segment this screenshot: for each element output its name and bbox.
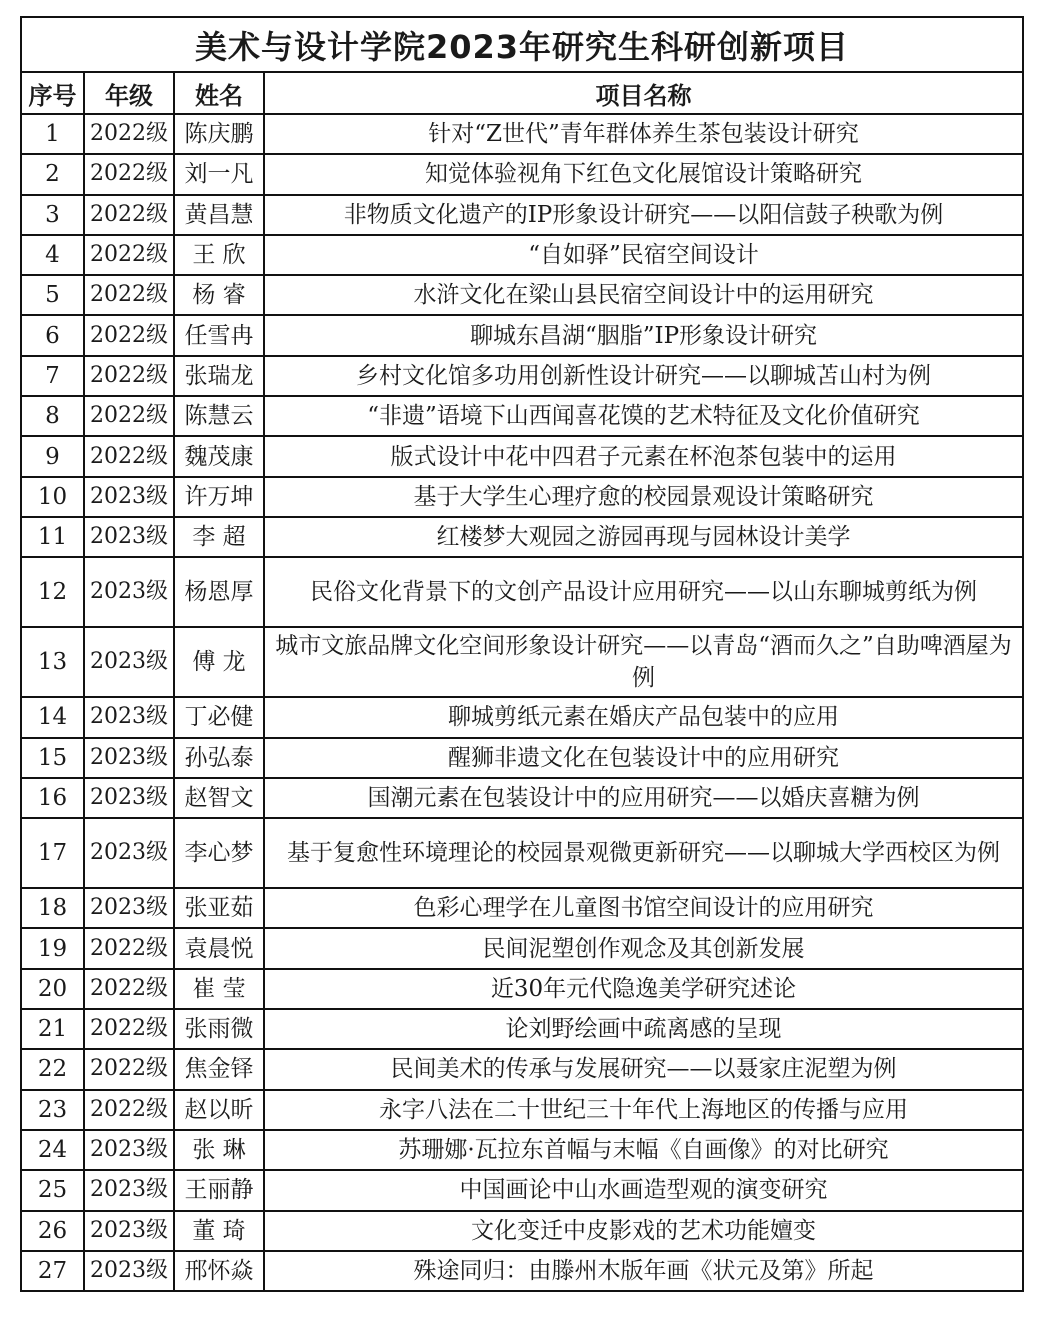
table-row: [21, 154, 1023, 194]
row-student-name: 孙弘泰: [174, 738, 264, 778]
header-project: 项目名称: [264, 72, 1023, 114]
row-project-title: 版式设计中花中四君子元素在杯泡茶包装中的运用: [264, 436, 1023, 476]
row-number: 25: [21, 1170, 84, 1210]
row-student-name: 张雨微: [174, 1009, 264, 1049]
row-grade: 2022级: [84, 1049, 174, 1089]
row-grade: 2023级: [84, 697, 174, 737]
row-student-name: 张亚茹: [174, 888, 264, 928]
row-student-name: 陈庆鹏: [174, 114, 264, 154]
row-number: 6: [21, 315, 84, 355]
row-project-title: 知觉体验视角下红色文化展馆设计策略研究: [264, 154, 1023, 194]
row-student-name: 魏茂康: [174, 436, 264, 476]
row-number: 11: [21, 517, 84, 557]
row-grade: 2023级: [84, 818, 174, 888]
row-grade: 2023级: [84, 557, 174, 627]
row-student-name: 赵以昕: [174, 1090, 264, 1130]
table-row: [21, 697, 1023, 737]
row-grade: 2022级: [84, 154, 174, 194]
table-row: [21, 1211, 1023, 1251]
header-name: 姓名: [174, 72, 264, 114]
table-row: [21, 356, 1023, 396]
table-row: [21, 1049, 1023, 1089]
row-student-name: 邢怀焱: [174, 1251, 264, 1291]
row-project-title: 针对“Z世代”青年群体养生茶包装设计研究: [264, 114, 1023, 154]
row-student-name: 张瑞龙: [174, 356, 264, 396]
row-student-name: 刘一凡: [174, 154, 264, 194]
row-number: 12: [21, 557, 84, 627]
row-number: 10: [21, 477, 84, 517]
row-project-title: “自如驿”民宿空间设计: [264, 235, 1023, 275]
table-row: [21, 928, 1023, 968]
row-student-name: 崔 莹: [174, 969, 264, 1009]
row-student-name: 袁晨悦: [174, 928, 264, 968]
row-grade: 2022级: [84, 356, 174, 396]
row-grade: 2022级: [84, 969, 174, 1009]
row-project-title: 色彩心理学在儿童图书馆空间设计的应用研究: [264, 888, 1023, 928]
row-project-title: 城市文旅品牌文化空间形象设计研究——以青岛“酒而久之”自助啤酒屋为例: [264, 627, 1023, 697]
row-number: 7: [21, 356, 84, 396]
row-number: 2: [21, 154, 84, 194]
row-grade: 2023级: [84, 1170, 174, 1210]
table-row: [21, 557, 1023, 627]
table-row: [21, 1009, 1023, 1049]
row-grade: 2023级: [84, 627, 174, 697]
row-number: 26: [21, 1211, 84, 1251]
row-grade: 2022级: [84, 396, 174, 436]
row-number: 1: [21, 114, 84, 154]
row-number: 9: [21, 436, 84, 476]
row-grade: 2023级: [84, 738, 174, 778]
row-student-name: 杨 睿: [174, 275, 264, 315]
row-student-name: 张 琳: [174, 1130, 264, 1170]
row-grade: 2022级: [84, 114, 174, 154]
row-grade: 2022级: [84, 1090, 174, 1130]
row-number: 20: [21, 969, 84, 1009]
row-grade: 2023级: [84, 1211, 174, 1251]
row-number: 5: [21, 275, 84, 315]
row-project-title: 基于大学生心理疗愈的校园景观设计策略研究: [264, 477, 1023, 517]
row-project-title: 中国画论中山水画造型观的演变研究: [264, 1170, 1023, 1210]
row-grade: 2022级: [84, 195, 174, 235]
row-grade: 2023级: [84, 1130, 174, 1170]
row-grade: 2022级: [84, 235, 174, 275]
row-project-title: 苏珊娜·瓦拉东首幅与末幅《自画像》的对比研究: [264, 1130, 1023, 1170]
header-grade: 年级: [84, 72, 174, 114]
header-number: 序号: [21, 72, 84, 114]
row-project-title: 水浒文化在梁山县民宿空间设计中的运用研究: [264, 275, 1023, 315]
row-number: 3: [21, 195, 84, 235]
table-row: [21, 195, 1023, 235]
table-row: [21, 436, 1023, 476]
table-row: [21, 315, 1023, 355]
row-student-name: 许万坤: [174, 477, 264, 517]
row-number: 18: [21, 888, 84, 928]
row-project-title: 非物质文化遗产的IP形象设计研究——以阳信鼓子秧歌为例: [264, 195, 1023, 235]
row-student-name: 赵智文: [174, 778, 264, 818]
row-project-title: 民间美术的传承与发展研究——以聂家庄泥塑为例: [264, 1049, 1023, 1089]
row-grade: 2022级: [84, 928, 174, 968]
row-number: 17: [21, 818, 84, 888]
table-row: [21, 1251, 1023, 1291]
row-number: 27: [21, 1251, 84, 1291]
row-number: 21: [21, 1009, 84, 1049]
row-project-title: 红楼梦大观园之游园再现与园林设计美学: [264, 517, 1023, 557]
table-body: [21, 114, 1023, 1291]
row-student-name: 黄昌慧: [174, 195, 264, 235]
row-project-title: 聊城东昌湖“胭脂”IP形象设计研究: [264, 315, 1023, 355]
table-row: [21, 1130, 1023, 1170]
row-grade: 2023级: [84, 888, 174, 928]
table-row: [21, 235, 1023, 275]
row-project-title: “非遗”语境下山西闻喜花馍的艺术特征及文化价值研究: [264, 396, 1023, 436]
row-student-name: 丁必健: [174, 697, 264, 737]
row-number: 15: [21, 738, 84, 778]
row-student-name: 陈慧云: [174, 396, 264, 436]
row-grade: 2022级: [84, 315, 174, 355]
table-row: [21, 969, 1023, 1009]
row-grade: 2022级: [84, 436, 174, 476]
table-row: [21, 477, 1023, 517]
row-student-name: 董 琦: [174, 1211, 264, 1251]
table-row: [21, 517, 1023, 557]
row-student-name: 李心梦: [174, 818, 264, 888]
row-grade: 2023级: [84, 477, 174, 517]
row-grade: 2023级: [84, 778, 174, 818]
header-row: [21, 72, 1023, 114]
row-project-title: 永字八法在二十世纪三十年代上海地区的传播与应用: [264, 1090, 1023, 1130]
table-row: [21, 818, 1023, 888]
row-number: 24: [21, 1130, 84, 1170]
row-grade: 2023级: [84, 517, 174, 557]
row-student-name: 李 超: [174, 517, 264, 557]
table-row: [21, 1170, 1023, 1210]
project-table: [20, 16, 1024, 1292]
row-number: 4: [21, 235, 84, 275]
row-project-title: 国潮元素在包装设计中的应用研究——以婚庆喜糖为例: [264, 778, 1023, 818]
table-row: [21, 888, 1023, 928]
row-number: 14: [21, 697, 84, 737]
row-student-name: 王 欣: [174, 235, 264, 275]
table-title: 美术与设计学院2023年研究生科研创新项目: [21, 17, 1023, 72]
row-number: 8: [21, 396, 84, 436]
table-row: [21, 627, 1023, 697]
row-number: 19: [21, 928, 84, 968]
row-project-title: 论刘野绘画中疏离感的呈现: [264, 1009, 1023, 1049]
row-student-name: 焦金铎: [174, 1049, 264, 1089]
row-project-title: 基于复愈性环境理论的校园景观微更新研究——以聊城大学西校区为例: [264, 818, 1023, 888]
row-student-name: 王丽静: [174, 1170, 264, 1210]
project-sheet: [20, 16, 1022, 1292]
row-number: 23: [21, 1090, 84, 1130]
row-project-title: 近30年元代隐逸美学研究述论: [264, 969, 1023, 1009]
row-grade: 2023级: [84, 1251, 174, 1291]
row-student-name: 任雪冉: [174, 315, 264, 355]
row-number: 22: [21, 1049, 84, 1089]
row-student-name: 傅 龙: [174, 627, 264, 697]
row-project-title: 文化变迁中皮影戏的艺术功能嬗变: [264, 1211, 1023, 1251]
table-row: [21, 114, 1023, 154]
row-project-title: 民间泥塑创作观念及其创新发展: [264, 928, 1023, 968]
table-row: [21, 275, 1023, 315]
row-number: 16: [21, 778, 84, 818]
row-project-title: 殊途同归：由滕州木版年画《状元及第》所起: [264, 1251, 1023, 1291]
row-project-title: 民俗文化背景下的文创产品设计应用研究——以山东聊城剪纸为例: [264, 557, 1023, 627]
table-row: [21, 396, 1023, 436]
table-row: [21, 1090, 1023, 1130]
row-grade: 2022级: [84, 1009, 174, 1049]
row-student-name: 杨恩厚: [174, 557, 264, 627]
row-project-title: 乡村文化馆多功用创新性设计研究——以聊城苫山村为例: [264, 356, 1023, 396]
row-grade: 2022级: [84, 275, 174, 315]
row-project-title: 聊城剪纸元素在婚庆产品包装中的应用: [264, 697, 1023, 737]
row-number: 13: [21, 627, 84, 697]
table-row: [21, 738, 1023, 778]
table-row: [21, 778, 1023, 818]
row-project-title: 醒狮非遗文化在包装设计中的应用研究: [264, 738, 1023, 778]
